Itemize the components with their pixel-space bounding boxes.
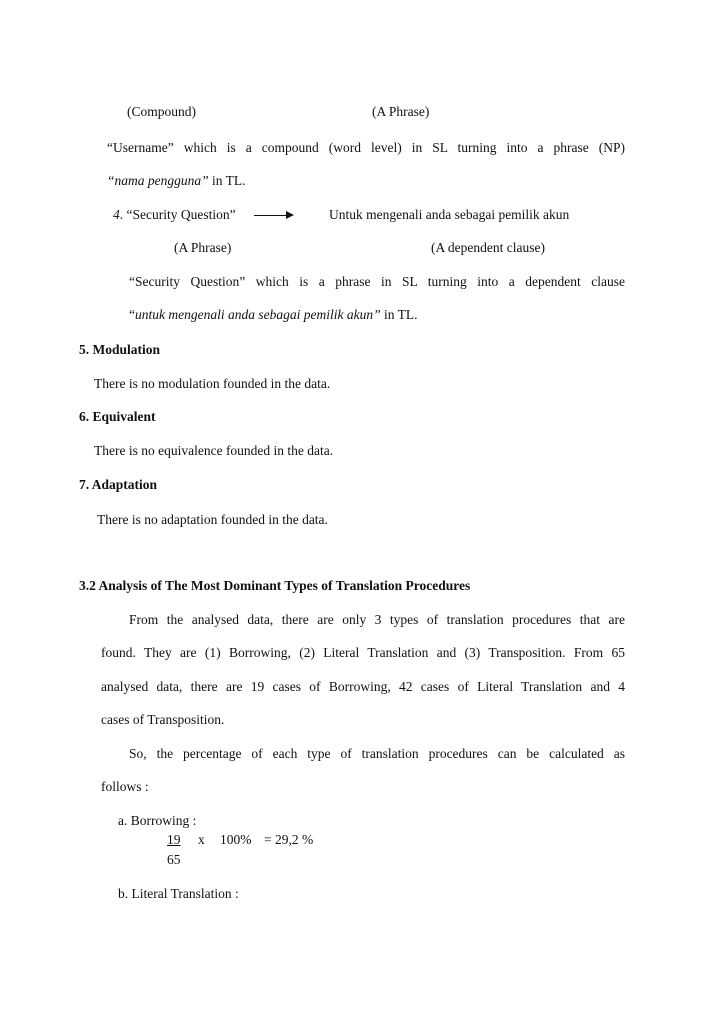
- item4-target-term: untuk mengenali anda sebagai pemilik akun”: [135, 307, 381, 322]
- item4-source-term: . “Security Question”: [119, 207, 236, 222]
- borrowing-result: = 29,2 %: [264, 832, 314, 847]
- para1-line3: analysed data, there are 19 cases of Borrowing, 42 cases of Literal Translation and 4: [101, 679, 625, 694]
- label-a-phrase: (A Phrase): [372, 104, 430, 119]
- para2-line1: So, the percentage of each type of translation procedures can be calculated as: [129, 746, 625, 761]
- label-compound: (Compound): [127, 104, 196, 119]
- borrowing-denominator: 65: [167, 852, 181, 867]
- borrowing-percent: 100%: [220, 832, 252, 847]
- item4-number: 4: [113, 207, 120, 222]
- item4-explanation-line2: “untuk mengenali anda sebagai pemilik akun” in TL.: [129, 307, 418, 322]
- heading-modulation: 5. Modulation: [79, 342, 161, 357]
- para1-line1: From the analysed data, there are only 3 types of translation procedures that are: [129, 612, 625, 627]
- equivalent-body: There is no equivalence founded in the data.: [94, 443, 334, 458]
- borrowing-times: x: [198, 832, 205, 847]
- item4-label-phrase: (A Phrase): [174, 240, 232, 255]
- para2-line2: follows :: [101, 779, 149, 794]
- para1-line2: found. They are (1) Borrowing, (2) Literal Translation and (3) Transposition. From 65: [101, 645, 625, 660]
- username-target-term: “nama pengguna”: [107, 173, 209, 188]
- item4-target: Untuk mengenali anda sebagai pemilik akun: [329, 207, 570, 222]
- username-explanation-line1: “Username” which is a compound (word level) in SL turning into a phrase (NP): [107, 140, 625, 155]
- item4-label-clause: (A dependent clause): [431, 240, 545, 255]
- modulation-body: There is no modulation founded in the data.: [94, 376, 331, 391]
- heading-adaptation: 7. Adaptation: [79, 477, 158, 492]
- arrow-icon: [254, 215, 292, 216]
- username-tl-suffix: in TL.: [208, 173, 246, 188]
- heading-section-3-2: 3.2 Analysis of The Most Dominant Types of Translation Procedures: [79, 578, 471, 593]
- item4-source: [113, 207, 236, 223]
- adaptation-body: There is no adaptation founded in the data.: [97, 512, 328, 527]
- username-explanation-line2: [107, 173, 246, 189]
- borrowing-numerator: 19: [167, 832, 181, 847]
- para1-line4: cases of Transposition.: [101, 712, 225, 727]
- borrowing-label: a. Borrowing :: [118, 813, 197, 828]
- literal-translation-label: b. Literal Translation :: [118, 886, 239, 901]
- item4-explanation-line1: “Security Question” which is a phrase in SL turning into a dependent clause: [129, 274, 625, 289]
- heading-equivalent: 6. Equivalent: [79, 409, 156, 424]
